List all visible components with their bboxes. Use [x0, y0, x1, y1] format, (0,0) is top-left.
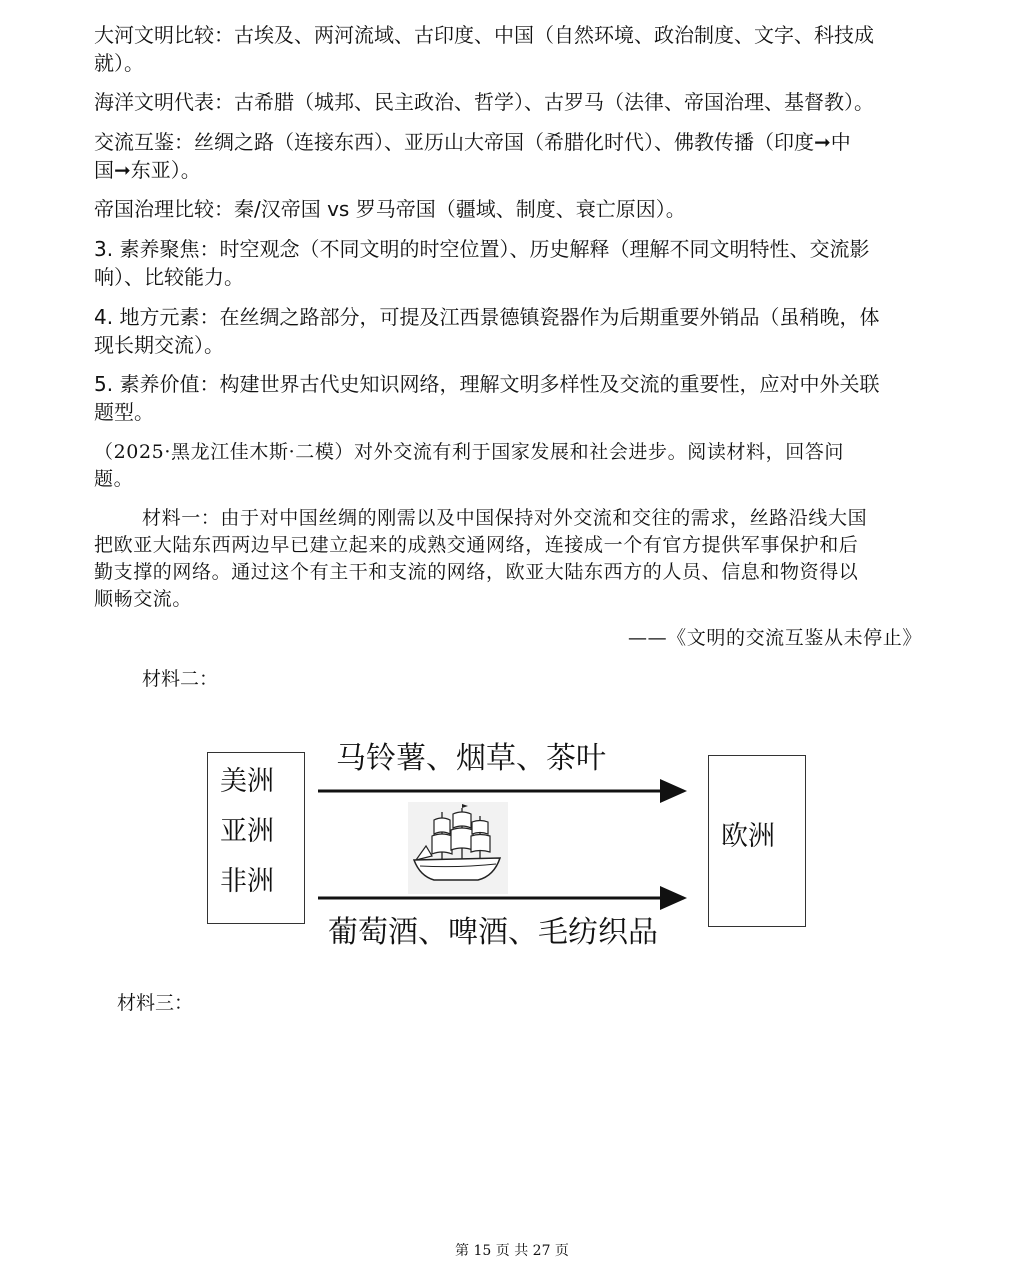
question-intro: （2025·黑龙江佳木斯·二模）对外交流有利于国家发展和社会进步。阅读材料，回答问	[94, 441, 845, 463]
europe-box	[708, 755, 806, 927]
text-line: 5. 素养价值：构建世界古代史知识网络，理解文明多样性及交流的重要性，应对中外关联	[94, 372, 880, 396]
sailing-ship-icon	[408, 802, 508, 894]
region-europe: 欧洲	[721, 821, 775, 852]
material-2-label: 材料二：	[142, 668, 219, 690]
material-1-text: 顺畅交流。	[94, 588, 193, 610]
goods-from-europe: 葡萄酒、啤酒、毛纺织品	[328, 915, 658, 950]
material-1-text: 把欧亚大陆东西两边早已建立起来的成熟交通网络，连接成一个有官方提供军事保护和后	[94, 534, 859, 556]
text-line: 海洋文明代表：古希腊（城邦、民主政治、哲学）、古罗马（法律、帝国治理、基督教）。	[94, 90, 874, 114]
text-line: 现长期交流）。	[94, 333, 224, 357]
page-number: 第 15 页 共 27 页	[455, 1243, 569, 1259]
region-americas: 美洲	[220, 766, 274, 797]
region-asia: 亚洲	[220, 816, 274, 847]
material-1-source: ——《文明的交流互鉴从未停止》	[627, 627, 922, 649]
question-intro: 题。	[94, 468, 134, 490]
text-line: 国➞东亚）。	[94, 158, 201, 182]
goods-to-europe: 马铃薯、烟草、茶叶	[336, 741, 606, 776]
material-3-label: 材料三：	[117, 992, 194, 1014]
trade-diagram	[200, 740, 820, 970]
origin-regions-box	[207, 752, 305, 924]
region-africa: 非洲	[220, 866, 274, 897]
material-1-text: 勤支撑的网络。通过这个有主干和支流的网络，欧亚大陆东西方的人员、信息和物资得以	[94, 561, 859, 583]
text-line: 帝国治理比较：秦/汉帝国 vs 罗马帝国（疆域、制度、衰亡原因）。	[94, 197, 686, 221]
text-line: 就）。	[94, 51, 144, 75]
text-line: 大河文明比较：古埃及、两河流域、古印度、中国（自然环境、政治制度、文字、科技成	[94, 23, 874, 47]
text-line: 响）、比较能力。	[94, 265, 244, 289]
text-line: 交流互鉴：丝绸之路（连接东西）、亚历山大帝国（希腊化时代）、佛教传播（印度➞中	[94, 130, 851, 154]
text-line: 4. 地方元素：在丝绸之路部分，可提及江西景德镇瓷器作为后期重要外销品（虽稍晚，体	[94, 305, 880, 329]
text-line: 题型。	[94, 400, 154, 424]
material-1-text: 材料一：由于对中国丝绸的刚需以及中国保持对外交流和交往的需求，丝路沿线大国	[142, 507, 868, 529]
text-line: 3. 素养聚焦：时空观念（不同文明的时空位置）、历史解释（理解不同文明特性、交流影	[94, 237, 870, 261]
